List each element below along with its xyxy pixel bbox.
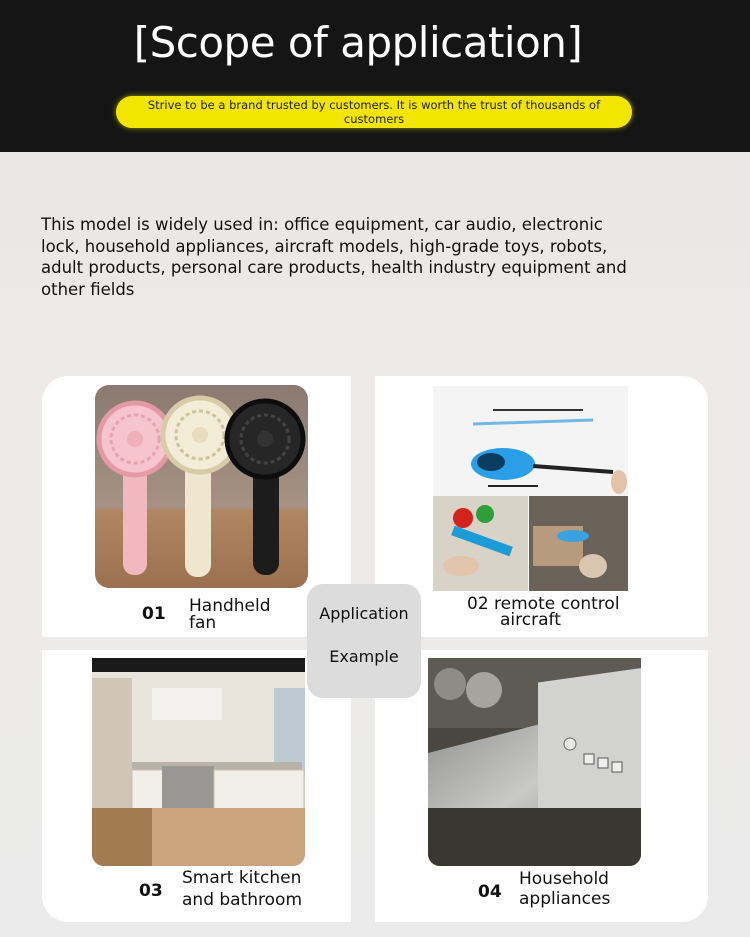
badge-line2: Example (329, 647, 399, 666)
item-label-line2: and bathroom (182, 890, 303, 910)
header-banner (0, 0, 750, 152)
item-number: 04 (478, 882, 502, 902)
rc-aircraft-photo (433, 386, 628, 591)
item-label-line2: appliances (519, 889, 611, 909)
item-number: 02 (467, 594, 489, 614)
application-card-rc-aircraft (375, 376, 708, 637)
tagline-badge: Strive to be a brand trusted by customers. It is worth the trust of thousands of customers (116, 96, 632, 128)
application-card-household (375, 650, 708, 922)
item-label-text: remote control (494, 594, 620, 614)
item-number: 03 (139, 881, 163, 901)
application-example-badge (307, 584, 421, 698)
application-card-kitchen (42, 650, 351, 922)
page-title: [Scope of application] (133, 18, 583, 67)
item-label-line1: Smart kitchen (182, 868, 302, 888)
item-label-line1: Handheld (189, 596, 271, 616)
item-number: 01 (142, 604, 166, 624)
item-label-line1: Household (519, 869, 609, 889)
kitchen-photo (92, 658, 305, 866)
handheld-fan-photo (95, 385, 308, 588)
item-label-line2: aircraft (500, 610, 561, 630)
item-label-line2: fan (189, 613, 217, 633)
intro-text: This model is widely used in: office equipment, car audio, electronic lock, household appliances, aircraft models, high-grade toys, robots, adult products, personal care products, health industry equipment and other fields (41, 215, 627, 299)
application-card-handheld-fan (42, 376, 351, 637)
badge-line1: Application (319, 604, 409, 623)
household-appliance-photo (428, 658, 641, 866)
